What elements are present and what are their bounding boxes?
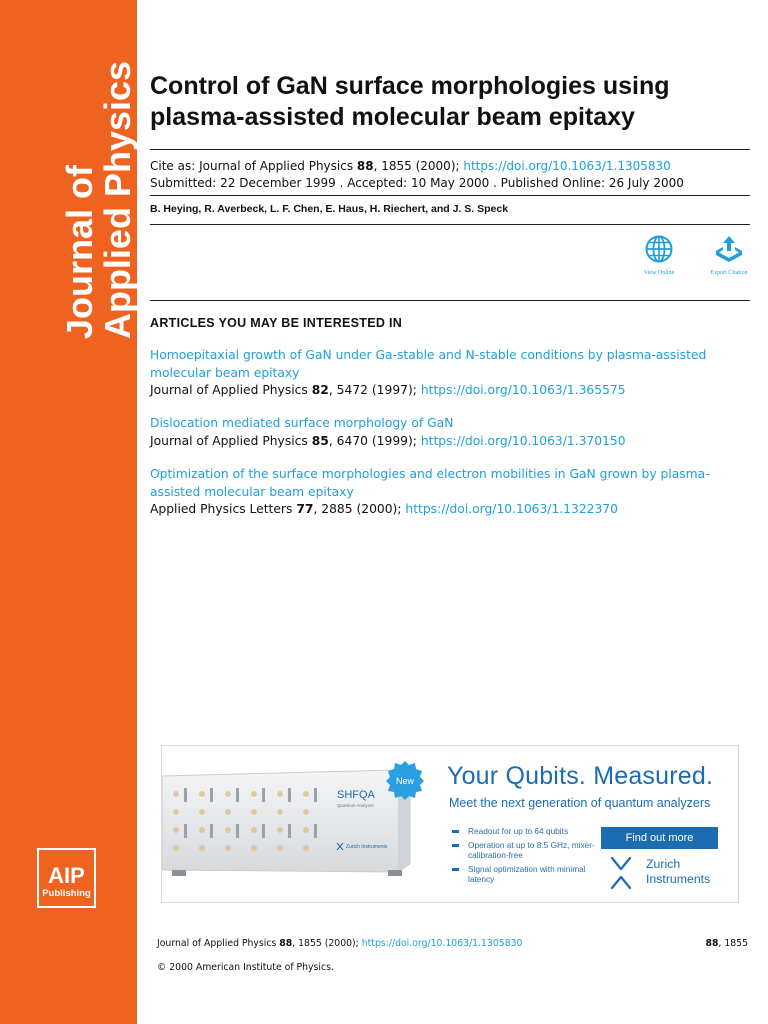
journal-name — [61, 61, 137, 339]
title-divider — [150, 149, 750, 150]
globe-icon — [644, 234, 674, 264]
ref-rest: , 5472 (1997); — [328, 383, 421, 397]
ref-journal: Journal of Applied Physics — [150, 433, 312, 448]
view-online-label: View Online — [643, 270, 675, 276]
ref-volume: 85 — [311, 433, 329, 448]
ad-feature-item: Readout for up to 64 qubits — [452, 826, 602, 837]
device-brand: Zurich Instruments — [346, 844, 388, 850]
related-article-3 — [150, 466, 750, 519]
authors-divider — [150, 224, 750, 225]
brand-line2: Instruments — [646, 871, 711, 886]
ref-rest: , 6470 (1999); — [328, 433, 421, 448]
device-label: SHFQA — [337, 789, 375, 801]
footer-volume: 88 — [279, 938, 293, 949]
footer-citation — [157, 938, 522, 949]
cite-prefix: Cite as: Journal of Applied Physics — [150, 159, 357, 173]
ad-subheadline: Meet the next generation of quantum analyzers — [449, 796, 711, 810]
authors-list: B. Heying, R. Averbeck, L. F. Chen, E. Haus, H. Riechert, and J. S. Speck — [150, 203, 509, 215]
ad-feature-item: Operation at up to 8.5 GHz, mixer-calibration-free — [452, 840, 602, 861]
journal-sidebar-band — [0, 0, 137, 1024]
footer-page-rest: , 1855 — [718, 938, 748, 949]
ref-volume: 82 — [311, 383, 329, 397]
citation-block — [150, 158, 684, 192]
export-citation-label: Export Citation — [710, 270, 748, 276]
cite-doi-link[interactable]: https://doi.org/10.1063/1.1305830 — [463, 159, 671, 173]
ad-feature-item: Signal optimization with minimal latency — [452, 864, 602, 885]
related-article-title[interactable]: Dislocation mediated surface morphology of GaN — [150, 416, 454, 430]
aip-logo-text: AIP — [48, 863, 85, 888]
footer-journal: Journal of Applied Physics — [157, 938, 280, 949]
related-article-title[interactable]: Homoepitaxial growth of GaN under Ga-stable and N-stable conditions by plasma-assisted molecular beam epitaxy — [150, 348, 707, 380]
aip-publishing-logo[interactable] — [37, 848, 96, 908]
ref-doi-link[interactable]: https://doi.org/10.1063/1.365575 — [420, 383, 626, 397]
footer-doi-link[interactable]: https://doi.org/10.1063/1.1305830 — [361, 938, 523, 949]
ad-feature-list — [452, 826, 602, 888]
device-sublabel: Quantum Analyzer — [337, 803, 375, 808]
paper-title: Control of GaN surface morphologies using plasma-assisted molecular beam epitaxy — [150, 72, 670, 131]
ref-volume: 77 — [296, 502, 314, 516]
related-article-reference — [150, 433, 750, 451]
new-badge-text: New — [395, 776, 415, 786]
zurich-instruments-name — [646, 857, 710, 886]
footer-page-number — [705, 938, 748, 949]
journal-name-line1: Journal of — [59, 165, 100, 340]
ref-rest: , 2885 (2000); — [313, 502, 406, 516]
copyright-notice: © 2000 American Institute of Physics. — [157, 962, 334, 973]
find-out-more-button[interactable]: Find out more — [601, 827, 718, 849]
related-article-title[interactable]: Optimization of the surface morphologies and electron mobilities in GaN grown by plasma-assisted molecular beam epitaxy — [150, 467, 710, 499]
related-article-1 — [150, 347, 750, 400]
cite-rest: , 1855 (2000); — [373, 159, 464, 173]
related-articles-heading: ARTICLES YOU MAY BE INTERESTED IN — [150, 316, 403, 330]
journal-name-line2: Applied Physics — [97, 60, 138, 340]
ref-doi-link[interactable]: https://doi.org/10.1063/1.1322370 — [405, 502, 618, 516]
cite-line — [150, 158, 684, 175]
related-article-reference — [150, 501, 750, 519]
new-badge — [385, 760, 425, 800]
dates-line: Submitted: 22 December 1999 . Accepted: 10 May 2000 . Published Online: 26 July 2000 — [150, 176, 684, 190]
view-online-button[interactable] — [624, 234, 694, 276]
footer-rest: , 1855 (2000); — [292, 938, 362, 949]
export-icon — [713, 234, 745, 264]
related-article-2 — [150, 415, 750, 450]
ref-journal: Journal of Applied Physics — [150, 383, 312, 397]
ref-doi-link[interactable]: https://doi.org/10.1063/1.370150 — [420, 433, 626, 448]
ad-headline: Your Qubits. Measured. — [447, 762, 714, 790]
footer-page-volume: 88 — [705, 938, 719, 949]
cite-divider — [150, 195, 750, 196]
brand-line1: Zurich — [646, 857, 681, 871]
export-citation-button[interactable] — [694, 234, 764, 276]
advertisement-banner[interactable] — [161, 745, 739, 903]
actions-divider — [150, 300, 750, 301]
related-article-reference — [150, 382, 750, 400]
cite-volume: 88 — [356, 159, 374, 173]
ref-journal: Applied Physics Letters — [150, 502, 297, 516]
publishing-logo-text: Publishing — [42, 888, 91, 899]
quantum-analyzer-device-image — [162, 764, 417, 884]
